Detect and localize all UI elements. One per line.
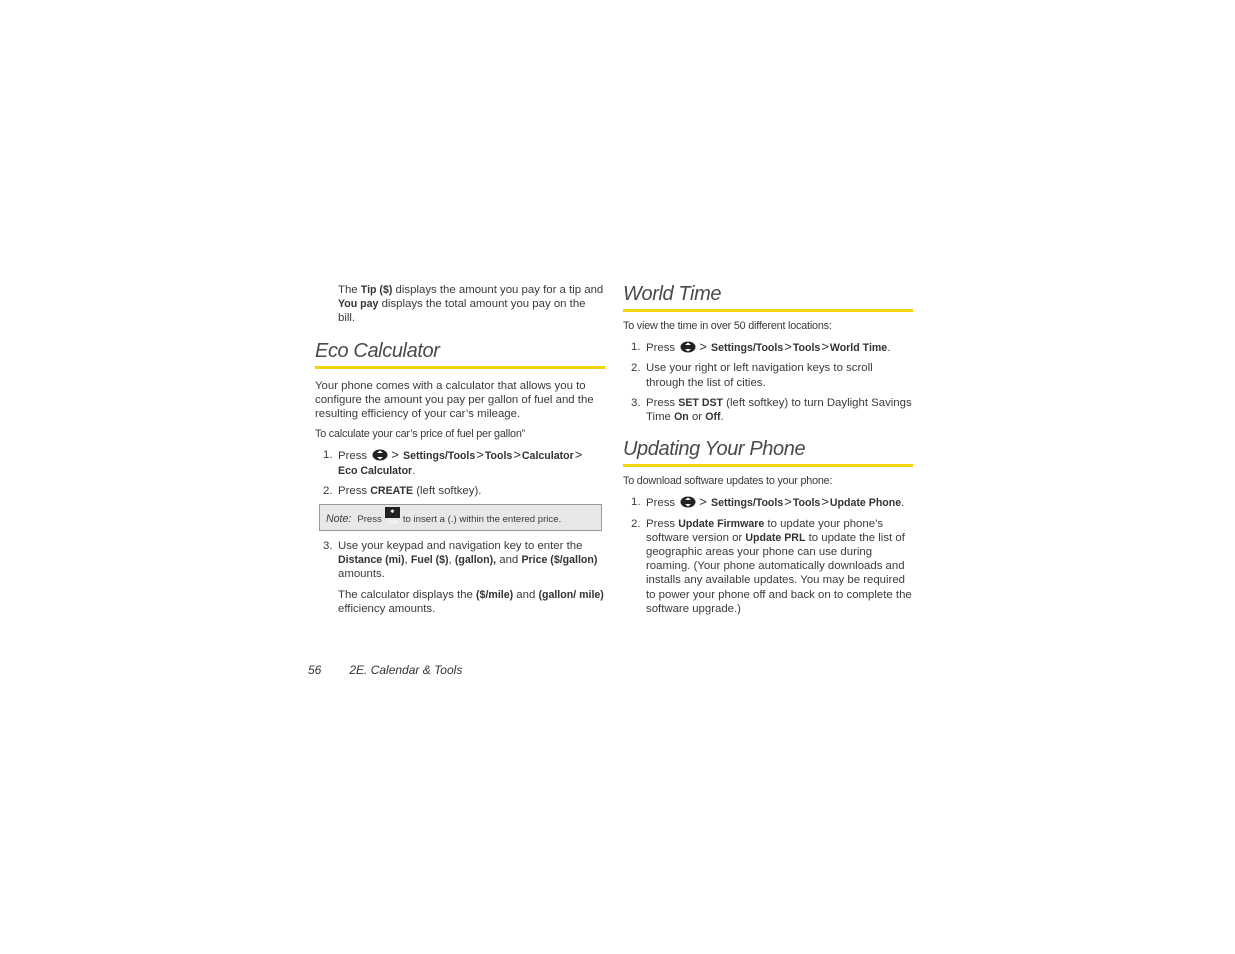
menu-key-icon — [680, 341, 696, 353]
update-steps — [623, 495, 913, 616]
world-lead: To view the time in over 50 different locations: — [623, 320, 832, 332]
eco-steps-continued — [315, 539, 605, 582]
eco-steps — [315, 448, 605, 498]
asterisk-shift-key-icon: ✱ Shift — [385, 507, 400, 518]
eco-intro-paragraph: Your phone comes with a calculator that allows you to configure the amount you pay per gallon of fuel and the resulting efficiency of your car’s mileage. — [315, 379, 594, 421]
eco-result-paragraph: The calculator displays the ($/mile) and (gallon/ mile) efficiency amounts. — [338, 588, 604, 615]
note-box: Note: Press✱ Shift to insert a (.) within the entered price. — [319, 504, 602, 531]
world-step-2: 2. Use your right or left navigation keys to scroll through the list of cities. — [631, 362, 873, 389]
world-step-3: 3. Press SET DST (left softkey) to turn Daylight Savings Time On or Off. — [631, 396, 912, 424]
section-title: 2E. Calendar & Tools — [349, 663, 463, 677]
updating-phone-heading: Updating Your Phone — [623, 438, 913, 467]
world-step-1: 1. Press > Settings/Tools>Tools>World Time. — [631, 339, 891, 355]
update-lead: To download software updates to your phone: — [623, 475, 833, 488]
page-footer — [308, 663, 462, 677]
eco-lead: To calculate your car’s price of fuel per gallon” — [315, 428, 526, 441]
right-column — [623, 283, 913, 622]
page-number: 56 — [308, 663, 322, 677]
menu-key-icon — [372, 449, 388, 461]
menu-key-icon — [680, 496, 696, 508]
eco-step-3: 3. Use your keypad and navigation key to enter the Distance (mi), Fuel ($), (gallon), and Price ($/gallon) amounts. — [323, 540, 598, 581]
world-time-heading: World Time — [623, 283, 913, 312]
world-steps — [623, 340, 913, 424]
update-step-1: 1. Press > Settings/Tools>Tools>Update Phone. — [631, 494, 905, 510]
eco-step-2: 2. Press CREATE (left softkey). — [323, 484, 482, 497]
eco-calculator-heading: Eco Calculator — [315, 340, 605, 369]
tip-paragraph: The Tip ($) displays the amount you pay for a tip and You pay displays the total amount you pay on the bill. — [338, 284, 604, 325]
eco-step-1: 1. Press > Settings/Tools>Tools>Calculator> Eco Calculator. — [323, 447, 583, 477]
update-step-2: 2. Press Update Firmware to update your phone’s software version or Update PRL to update the list of geographic areas your phone can use during roaming. (Your phone automatically downloads and installs any available updates. You may be required to power your phone off and back on to complete the software upgrade.) — [631, 517, 912, 615]
left-column — [315, 283, 605, 616]
